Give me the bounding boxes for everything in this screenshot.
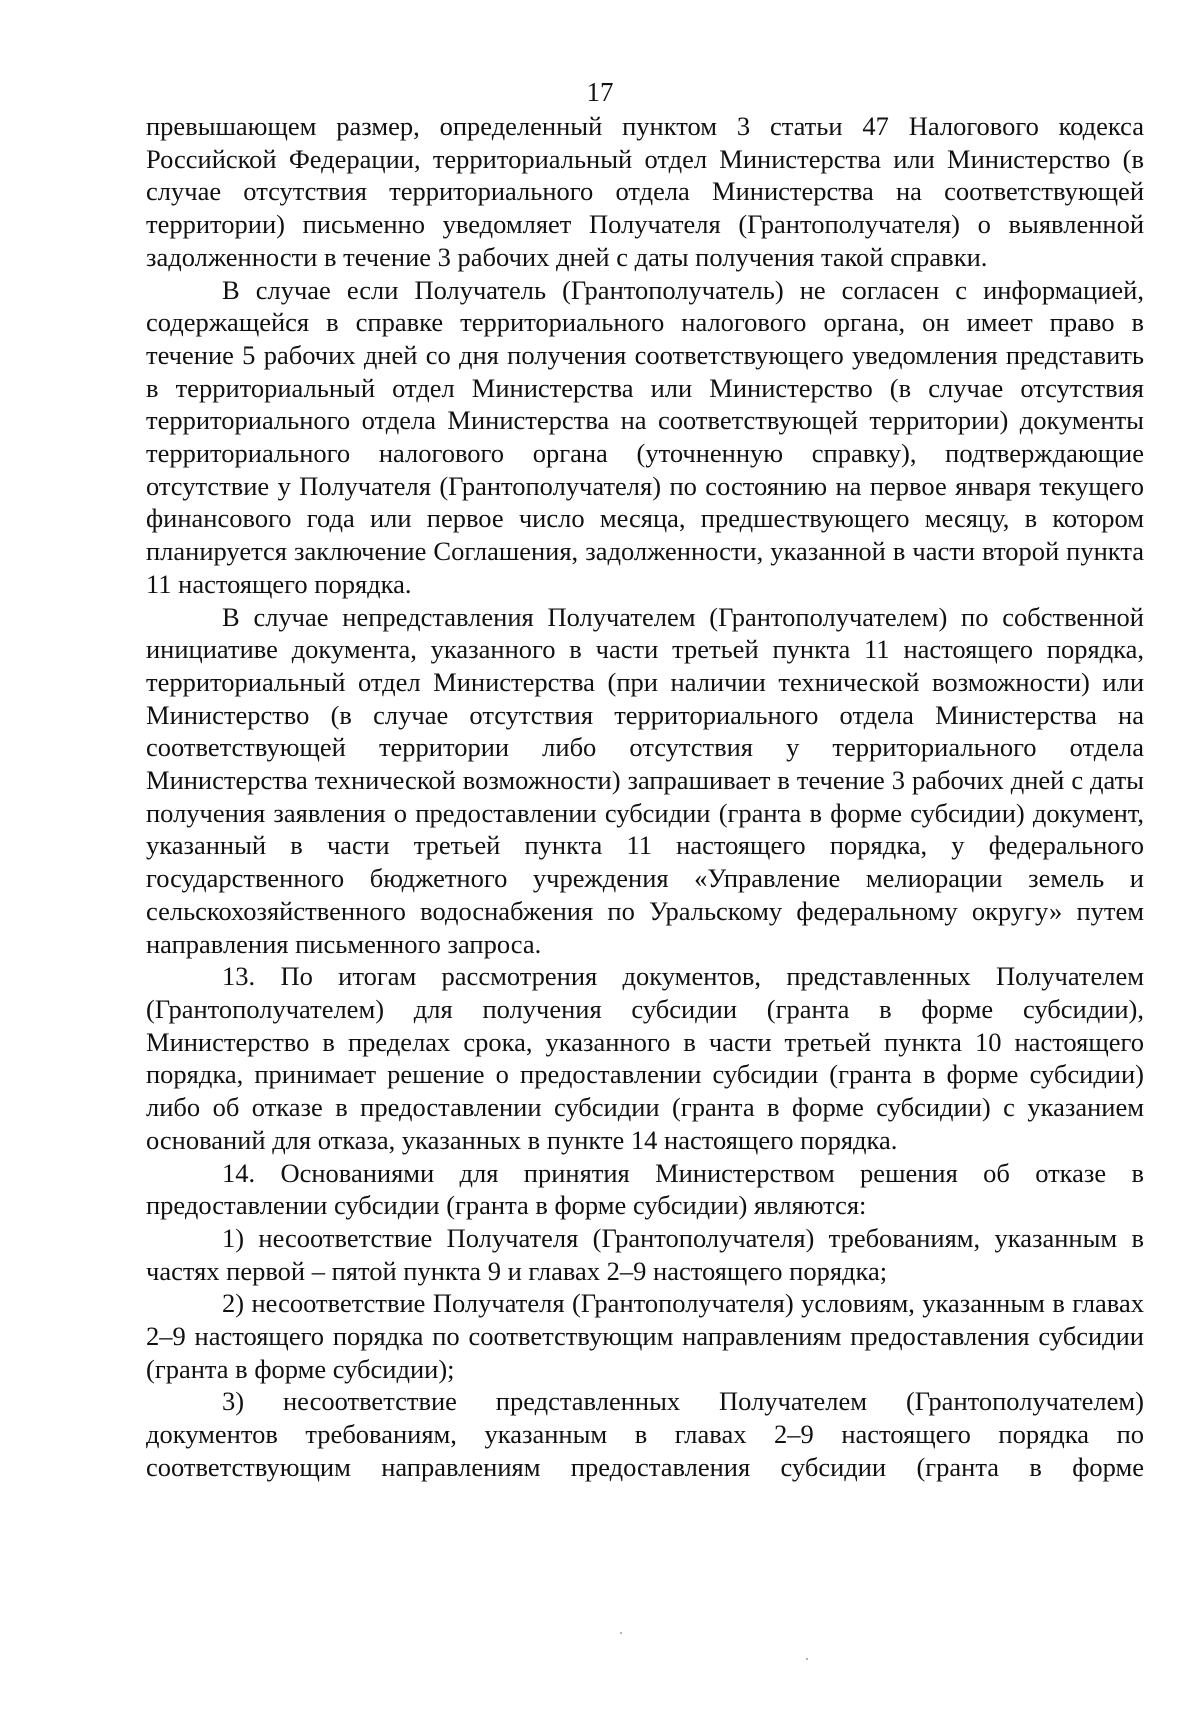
scan-speck (806, 1658, 808, 1660)
paragraph-item-14: 14. Основаниями для принятия Министерством решения об отказе в предоставлении субсидии (гранта в форме субсидии) являются: (146, 1157, 1144, 1221)
paragraph-item-14-2: 2) несоответствие Получателя (Грантополучателя) условиям, указанным в главах 2–9 настоящего порядка по соответствующим направлениям предоставления субсидии (гранта в форме субсидии); (146, 1288, 1144, 1384)
paragraph-disagreement: В случае если Получатель (Грантополучатель) не согласен с информацией, содержащейся в справке территориального налогового органа, он имеет право в течение 5 рабочих дней со дня получения соответствующего уведомления представить в территориальный отдел Министерства или Министерство (в случае отсутствия территориального отдела Министерства на соответствующей территории) документы территориального налогового органа (уточненную справку), подтверждающие отсутствие у Получателя (Грантополучателя) по состоянию на первое января текущего финансового года или первое число месяца, предшествующего месяцу, в котором планируется заключение Соглашения, задолженности, указанной в части второй пункта 11 настоящего порядка. (146, 274, 1144, 599)
scan-speck (620, 1632, 622, 1634)
paragraph-item-13: 13. По итогам рассмотрения документов, представленных Получателем (Грантополучателем) для получения субсидии (гранта в форме субсидии), Министерство в пределах срока, указанного в части третьей пункта 10 настоящего порядка, принимает решение о предоставлении субсидии (гранта в форме субсидии) либо об отказе в предоставлении субсидии (гранта в форме субсидии) с указанием оснований для отказа, указанных в пункте 14 настоящего порядка. (146, 961, 1144, 1155)
paragraph-nonsubmission: В случае непредставления Получателем (Грантополучателем) по собственной инициативе документа, указанного в части третьей пункта 11 настоящего порядка, территориальный отдел Министерства (при наличии технической возможности) или Министерство (в случае отсутствия территориального отдела Министерства на соответствующей территории либо отсутствия у территориального отдела Министерства технической возможности) запрашивает в течение 3 рабочих дней с даты получения заявления о предоставлении субсидии (гранта в форме субсидии) документ, указанный в части третьей пункта 11 настоящего порядка, у федерального государственного бюджетного учреждения «Управление мелиорации земель и сельскохозяйственного водоснабжения по Уральскому федеральному округу» путем направления письменного запроса. (146, 601, 1144, 959)
paragraph-item-14-3: 3) несоответствие представленных Получателем (Грантополучателем) документов требованиям, указанным в главах 2–9 настоящего порядка по соответствующим направлениям предоставления субсидии (гранта в форме (146, 1386, 1144, 1482)
document-body (146, 110, 1144, 1484)
page-number: 17 (586, 77, 614, 107)
paragraph-continuation: превышающем размер, определенный пунктом 3 статьи 47 Налогового кодекса Российской Федерации, территориальный отдел Министерства или Министерство (в случае отсутствия территориального отдела Министерства на соответствующей территории) письменно уведомляет Получателя (Грантополучателя) о выявленной задолженности в течение 3 рабочих дней с даты получения такой справки. (146, 111, 1144, 272)
paragraph-item-14-1: 1) несоответствие Получателя (Грантополучателя) требованиям, указанным в частях первой – пятой пункта 9 и главах 2–9 настоящего порядка; (146, 1222, 1144, 1286)
